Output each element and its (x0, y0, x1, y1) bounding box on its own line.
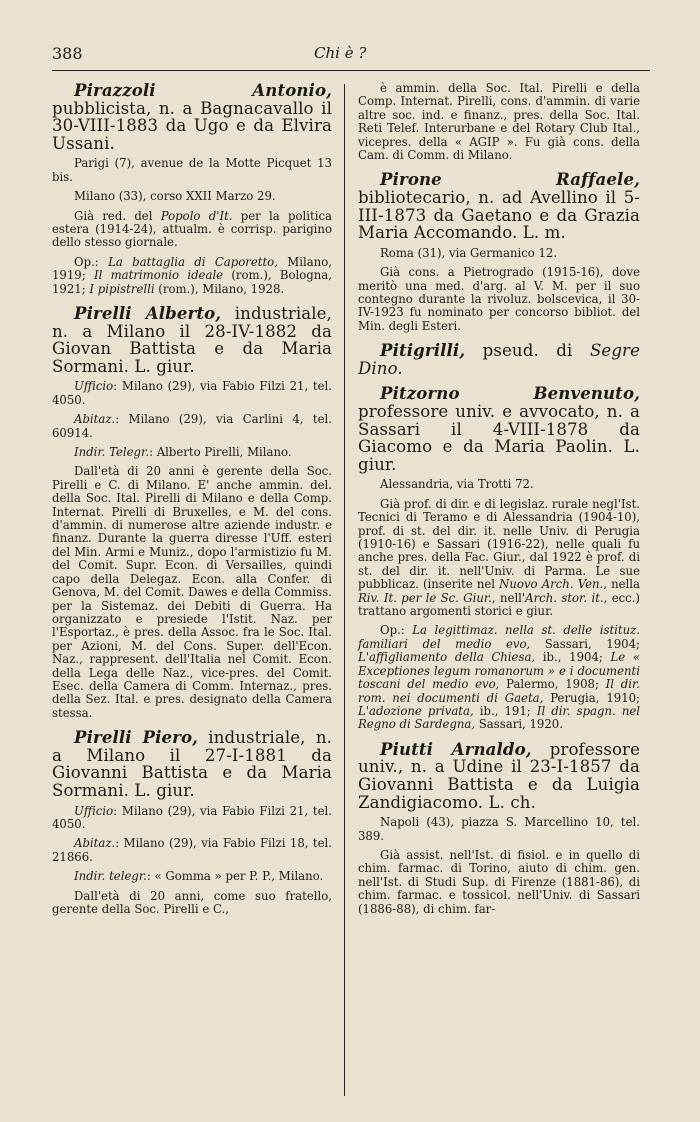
entry-paragraph-run: , nell' (491, 590, 526, 605)
entry-paragraph: Parigi (7), avenue de la Motte Picquet 13 bis. (52, 156, 332, 184)
header-rule (52, 70, 650, 71)
running-title: Chi è ? (314, 44, 367, 62)
entry-paragraph-run: , nella (603, 577, 640, 592)
entry-paragraph: Napoli (43), piazza S. Marcellino 10, tel. 389. (358, 815, 640, 843)
biography-entry (358, 82, 640, 162)
entry-paragraph-run: ib., 1904; (535, 650, 611, 665)
entry-paragraph-run: I pipistrelli (89, 281, 155, 296)
page-number: 388 (52, 44, 83, 63)
entry-paragraph-run: , ecc.) trattano argomenti storici e giur. (358, 590, 640, 619)
entry-paragraph (52, 805, 332, 832)
entry-paragraph-run: : Milano (29), via Carlini 4, tel. 60914. (52, 412, 332, 440)
entry-paragraph: Già assist. nell'Ist. di fisiol. e in quello di chim. farmac. di Torino, aiuto di chim. gen. nell'Ist. di Studi Sup. di Firenze (1881-86), di chim. farmac. e tossicol. nell'Univ. di Sassari (1886-88), di chim. far- (358, 847, 640, 916)
entry-paragraph: Dall'età di 20 anni è gerente della Soc. Pirelli e C. di Milano. E' anche ammin. del. della Soc. Ital. Pirelli di Milano e della Comp. Internat. Pirelli di Bruxelles, e M. del cons. d'ammin. di numerose altre aziende industr. e finanz. Durante la guerra diresse l'Uff. esteri del Min. Armi e Muniz., dopo l'armistizio fu M. del Comit. Supr. Econ. di Versailles, quindi capo della Delegaz. Econ. alla Confer. di Genova, M. del Comit. Dawes e della Commiss. per la Sistemaz. dei Debiti di Guerra. Ha organizzato e presiede l'Istit. Naz. per l'Esportaz., è pres. della Assoc. fra le Soc. Ital. per Azioni, M. del Cons. Super. dell'Econ. Naz., rappresent. dell'Italia nel Comit. Econ. della Lega delle Naz., vice-pres. del Comit. Esec. della Camera di Comm. Internaz., pres. della Sez. Ital. e pres. designato della Camera stessa. (52, 464, 332, 720)
entry-paragraph (358, 498, 640, 619)
entry-heading-text: professore univ. e avvocato, n. a Sassari il 4-VIII-1878 da Giacomo e da Maria Paolin. L. giur. (358, 402, 640, 474)
entry-paragraph-run: Sassari, 1920. (475, 717, 563, 732)
left-column (52, 82, 332, 922)
entry-heading (358, 342, 640, 377)
entry-heading-text: professore univ., n. a Udine il 23-I-1857 da Giovanni Battista e da Luigia Zandigiacomo. L. ch. (358, 739, 640, 812)
entry-paragraph-run: La legittimaz. nella st. delle istituz. familiari del medio evo, (358, 623, 640, 651)
entry-paragraph-run: Il dir. spagn. nel Regno di Sardegna, (358, 703, 641, 732)
entry-paragraph-run: : Milano (29), via Fabio Filzi 21, tel. 4050. (52, 379, 332, 407)
entry-paragraph-run: : Milano (29), via Fabio Filzi 18, tel. 21866. (52, 836, 332, 864)
entry-paragraph: Milano (33), corso XXII Marzo 29. (74, 189, 276, 204)
entry-paragraph-run: Arch. stor. it. (525, 590, 604, 605)
entry-paragraph-run: Perugia, 1910; (543, 690, 640, 705)
entry-heading (358, 385, 640, 473)
entry-paragraph-run: Il matrimonio ideale (93, 268, 224, 283)
entry-name: Pirone Raffaele, (380, 169, 640, 190)
entry-paragraph-run: Milano, 1919; (52, 254, 332, 283)
entry-paragraph (52, 837, 332, 864)
entry-heading-text: industriale, n. a Milano il 27-I-1881 da Giovanni Battista e da Maria Sormani. L. giur. (52, 728, 332, 800)
entry-paragraph-run: Op.: (380, 623, 413, 638)
entry-heading (52, 305, 332, 375)
entry-paragraph-run: Ufficio (74, 803, 114, 818)
entry-paragraph (52, 446, 332, 459)
entry-paragraph (358, 624, 640, 731)
biography-entry (52, 305, 332, 720)
entry-paragraph-run: Abitaz. (74, 836, 116, 851)
entry-name: Pirelli Alberto, (74, 303, 222, 324)
entry-name: Pirazzoli Antonio, (74, 80, 332, 100)
entry-paragraph-run: per la politica estera (1914-24), attualm. è corrisp. parigino dello stesso giornale. (52, 208, 332, 250)
entry-heading (358, 171, 640, 241)
entry-paragraph-run: Già cons. a Pietrogrado (1915-16), dove meritò una med. d'arg. al V. M. per il suo contegno durante la rivoluz. bolscevica, il 30-IV-1923 fu nominato per concorso bibliot. del Min. degli Esteri. (358, 265, 640, 333)
entry-heading (52, 82, 332, 152)
biography-entry (358, 342, 640, 377)
entry-paragraph-run: Abitaz. (74, 412, 116, 427)
biography-entry (52, 729, 332, 916)
entry-paragraph (52, 413, 332, 440)
biography-entry (52, 82, 332, 296)
entry-heading (52, 729, 332, 799)
entry-heading-run: pseud. di (465, 341, 590, 361)
page-header (52, 44, 650, 68)
entry-paragraph-run: La battaglia di Caporetto, (108, 254, 278, 269)
entry-paragraph-run: Sassari, 1904; (530, 636, 640, 651)
entry-paragraph-run: Riv. It. per le Sc. Giur. (358, 590, 492, 605)
entry-paragraph (358, 266, 640, 333)
entry-name: Pitzorno Benvenuto, (380, 383, 640, 404)
entry-name: Piutti Arnaldo, (380, 738, 532, 759)
entry-paragraph-run: Le « Exceptiones legum romanorum » e i documenti toscani del medio evo, (358, 650, 640, 692)
entry-paragraph-run: Il dir. rom. nei documenti di Gaeta, (358, 677, 640, 705)
entry-heading (358, 738, 640, 812)
entry-paragraph-run: Op.: (74, 254, 109, 269)
entry-heading-run: Segre Dino. (358, 341, 640, 378)
entry-name: Pirelli Piero, (74, 727, 199, 748)
column-divider (344, 84, 345, 1096)
entry-paragraph: è ammin. della Soc. Ital. Pirelli e della Comp. Internat. Pirelli, cons. d'ammin. di varie altre soc. ind. e finanz., pres. della Soc. Ital. Reti Telef. Interurbane e del Rotary Club Ital., vicepres. della « AGIP ». Fu già cons. della Cam. di Comm. di Milano. (358, 81, 640, 163)
entry-paragraph (52, 380, 332, 407)
entry-paragraph-run: Già prof. di dir. e di legislaz. rurale negl'Ist. Tecnici di Teramo e di Alessandria (1904-10), prof. di st. del dir. it. nelle Univ. di Perugia (1910-16) e Sassari (1916-22), nelle quali fu anche pres. della Fac. Giur., dal 1922 è prof. di st. del dir. it. nell'Univ. di Parma. Le sue pubblicaz. (inserite nel (358, 496, 640, 592)
entry-paragraph (52, 210, 332, 250)
entry-paragraph-run: Indir. Telegr. (74, 445, 150, 460)
entry-heading-text: pubblicista, n. a Bagnacavallo il 30-VIII-1883 da Ugo e da Elvira Ussani. (52, 98, 332, 153)
entry-paragraph-run: : « Gomma » per P. P., Milano. (146, 869, 324, 884)
entry-paragraph-run: L'adozione privata, (358, 703, 474, 718)
entry-paragraph-run: Palermo, 1908; (499, 677, 606, 692)
entry-paragraph-run: : Milano (29), via Fabio Filzi 21, tel. 4050. (52, 803, 332, 831)
biography-entry (358, 171, 640, 333)
entry-paragraph-run: ib., 191; (473, 703, 537, 718)
entry-heading-text: industriale, n. a Milano il 28-IV-1882 da Giovan Battista e da Maria Sormani. L. giur. (52, 304, 332, 376)
entry-paragraph-run: Ufficio (74, 379, 114, 394)
entry-paragraph-run: : Alberto Pirelli, Milano. (149, 445, 292, 460)
entry-paragraph-run: Già red. del (74, 208, 161, 223)
entry-paragraph-run: Popolo d'It. (160, 208, 233, 223)
entry-paragraph: Alessandria, via Trotti 72. (380, 477, 534, 492)
entry-paragraph-run: Indir. telegr. (74, 869, 147, 884)
entry-paragraph-run: L'affigliamento della Chiesa, (358, 650, 536, 665)
biography-entry (358, 738, 640, 916)
entry-paragraph (52, 870, 332, 883)
entry-paragraph-run: (rom.), Bologna, 1921; (52, 268, 332, 296)
entry-paragraph-run: Nuovo Arch. Ven. (499, 577, 604, 592)
biography-entry (358, 385, 640, 731)
entry-paragraph (52, 256, 332, 296)
entry-name: Pitigrilli, (380, 340, 466, 361)
entry-paragraph-run: (rom.), Milano, 1928. (154, 281, 285, 296)
right-column (358, 82, 640, 922)
entry-paragraph: Dall'età di 20 anni, come suo fratello, gerente della Soc. Pirelli e C., (52, 888, 332, 916)
entry-heading-text: bibliotecario, n. ad Avellino il 5-III-1873 da Gaetano e da Grazia Maria Accomando. L. m. (358, 188, 640, 243)
entry-paragraph: Roma (31), via Germanico 12. (380, 245, 558, 260)
